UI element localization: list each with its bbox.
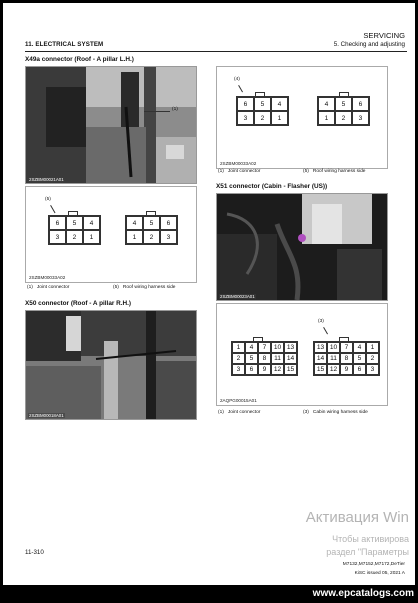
x51-right-pin: 2	[366, 353, 379, 364]
subsection-title: 5. Checking and adjusting	[333, 41, 405, 48]
x51-photo	[216, 193, 388, 301]
x49b-right-pin: 1	[318, 111, 335, 125]
x51-right-pin: 9	[340, 364, 353, 375]
x49b-left-pin: 1	[271, 111, 288, 125]
x51-right-pin: 7	[340, 342, 353, 353]
site-url[interactable]: www.epcatalogs.com	[312, 588, 414, 599]
x49b-left-pin: 6	[237, 97, 254, 111]
x49a-diagram	[25, 186, 197, 283]
x49a-right-connector	[125, 215, 178, 245]
x49a-caption-1: (1) Joint connector	[27, 285, 70, 290]
x51-left-pin: 9	[258, 364, 271, 375]
x49a-right-pin: 4	[126, 216, 143, 230]
x51-right-pin: 13	[314, 342, 327, 353]
x50-photo-code: 2SZBM00018A01	[29, 413, 64, 418]
x49a-left-pin: 5	[66, 216, 83, 230]
x49a-left-pin: 1	[83, 230, 100, 244]
x51-diagram-code: 2AQPG00015A01	[220, 398, 257, 403]
footer-models: M7132,M7152,M7172,DeTier	[342, 562, 405, 567]
x49b-diagram-code: 2SZBM00033A02	[220, 161, 257, 166]
section-title: 11. ELECTRICAL SYSTEM	[25, 41, 104, 48]
x49a-right-pin: 6	[160, 216, 177, 230]
x51-right-pin: 11	[327, 353, 340, 364]
x51-caption-1: (1) Joint connector	[218, 410, 261, 415]
x49a-left-pin: 6	[49, 216, 66, 230]
x49a-left-pin: 4	[83, 216, 100, 230]
x51-photo-code: 2SZBM00023A01	[220, 294, 255, 299]
x49b-right-pin: 6	[352, 97, 369, 111]
x51-title: X51 connector (Cabin - Flasher (US))	[216, 183, 328, 190]
x51-right-pin: 8	[340, 353, 353, 364]
x49b-caption-1: (1) Joint connector	[218, 169, 261, 174]
x49b-right-pin: 2	[335, 111, 352, 125]
x51-right-pin: 14	[314, 353, 327, 364]
x51-right-pin: 4	[353, 342, 366, 353]
x49a-diagram-callout: (5)	[45, 197, 51, 202]
x49b-left-pin: 2	[254, 111, 271, 125]
x49b-right-pin: 3	[352, 111, 369, 125]
x51-left-pin: 4	[245, 342, 258, 353]
x49a-diagram-code: 2SZBM00033A02	[29, 275, 66, 280]
x51-left-pin: 14	[284, 353, 297, 364]
x49a-right-pin: 2	[143, 230, 160, 244]
x49a-photo-leader	[144, 111, 170, 112]
x51-left-pin: 6	[245, 364, 258, 375]
x49b-caption-5: (5) Roof wiring harness side	[303, 169, 366, 174]
page-number: 11-310	[25, 549, 44, 556]
x49a-title: X49a connector (Roof - A pillar L.H.)	[25, 56, 134, 63]
x51-right-pin: 10	[327, 342, 340, 353]
activation-watermark-line1: Активация Win	[305, 509, 409, 526]
x51-right-pin: 15	[314, 364, 327, 375]
x49b-left-pin: 5	[254, 97, 271, 111]
x49a-left-connector	[48, 215, 101, 245]
x49b-right-pin: 5	[335, 97, 352, 111]
x49b-diagram	[216, 66, 388, 169]
x49a-photo	[25, 66, 197, 184]
x51-right-pin: 6	[353, 364, 366, 375]
x49b-diagram-callout: (4)	[234, 77, 240, 82]
x49a-photo-callout: (1)	[172, 107, 178, 112]
header-rule	[25, 51, 407, 52]
x49a-caption-5: (5) Roof wiring harness side	[113, 285, 176, 290]
x51-diagram	[216, 303, 388, 406]
x51-left-pin: 2	[232, 353, 245, 364]
x51-left-pin: 8	[258, 353, 271, 364]
x51-left-pin: 5	[245, 353, 258, 364]
x49a-left-pin: 2	[66, 230, 83, 244]
x49a-photo-code: 2SZBM00021A01	[29, 177, 64, 182]
x51-left-pin: 12	[271, 364, 284, 375]
x49b-left-pin: 4	[271, 97, 288, 111]
x51-right-pin: 12	[327, 364, 340, 375]
x51-left-pin: 7	[258, 342, 271, 353]
x51-left-pin: 13	[284, 342, 297, 353]
x51-left-pin: 11	[271, 353, 284, 364]
x49b-diagram-leader	[238, 85, 243, 92]
x49b-right-pin: 4	[318, 97, 335, 111]
x49a-right-pin: 1	[126, 230, 143, 244]
x49a-left-pin: 3	[49, 230, 66, 244]
x51-diagram-leader	[323, 327, 328, 334]
activation-watermark-line2: Чтобы активирова	[332, 534, 409, 544]
chapter-title: SERVICING	[363, 31, 405, 40]
x51-left-pin: 10	[271, 342, 284, 353]
x51-right-connector	[313, 341, 380, 376]
x49a-right-pin: 3	[160, 230, 177, 244]
x51-left-pin: 3	[232, 364, 245, 375]
manual-page	[3, 3, 415, 585]
x51-caption-3: (3) Cabin wiring harness side	[303, 410, 368, 415]
x49b-left-pin: 3	[237, 111, 254, 125]
x49a-right-pin: 5	[143, 216, 160, 230]
x49b-left-connector	[236, 96, 289, 126]
x49b-right-connector	[317, 96, 370, 126]
x51-right-pin: 5	[353, 353, 366, 364]
x51-left-pin: 1	[232, 342, 245, 353]
footer-issued: KiSC issued 05, 2021 A	[354, 571, 405, 576]
x51-diagram-callout: (3)	[318, 319, 324, 324]
x50-title: X50 connector (Roof - A pillar R.H.)	[25, 300, 132, 307]
activation-watermark-line3: раздел "Параметры	[326, 547, 409, 557]
x50-photo	[25, 310, 197, 420]
x51-left-connector	[231, 341, 298, 376]
x51-left-pin: 15	[284, 364, 297, 375]
x51-right-pin: 1	[366, 342, 379, 353]
x51-right-pin: 3	[366, 364, 379, 375]
x49a-diagram-leader	[50, 205, 55, 213]
